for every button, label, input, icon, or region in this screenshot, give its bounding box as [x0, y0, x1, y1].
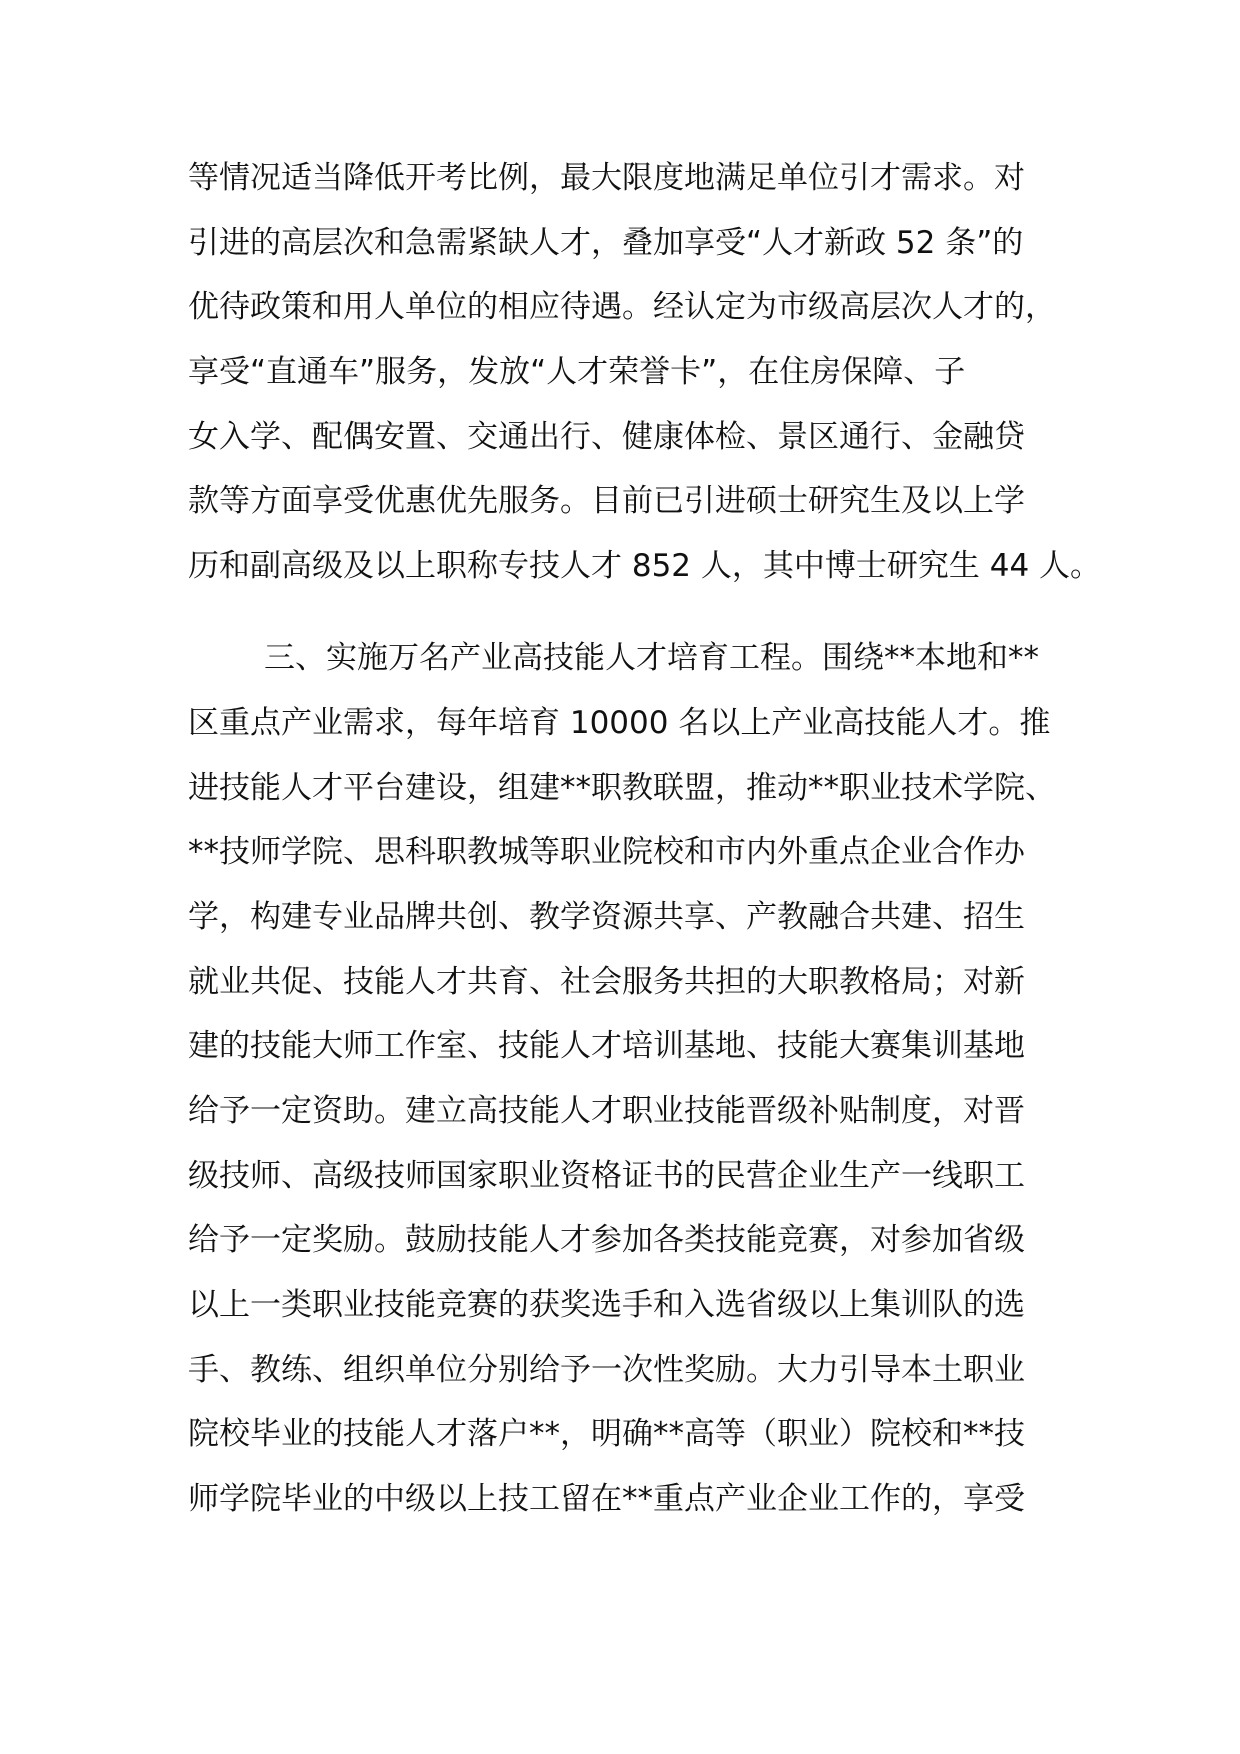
paragraph2-line-10: 给予一定奖励。鼓励技能人才参加各类技能竞赛，对参加省级	[188, 1222, 1025, 1258]
paragraph2-line-9: 级技师、高级技师国家职业资格证书的民营企业生产一线职工	[188, 1158, 1025, 1194]
paragraph2-line-14: 师学院毕业的中级以上技工留在**重点产业企业工作的，享受	[188, 1481, 1025, 1517]
paragraph2-line-6: 就业共促、技能人才共育、社会服务共担的大职教格局；对新	[188, 964, 1025, 1000]
paragraph2-line-8: 给予一定资助。建立高技能人才职业技能晋级补贴制度，对晋	[188, 1093, 1025, 1129]
paragraph2-line-1: 三、实施万名产业高技能人才培育工程。围绕**本地和**	[264, 640, 1039, 676]
paragraph1-line-7: 历和副高级及以上职称专技人才 852 人，其中博士研究生 44 人。	[188, 548, 1102, 584]
paragraph1-line-3: 优待政策和用人单位的相应待遇。经认定为市级高层次人才的，	[188, 289, 1056, 325]
paragraph1-line-4: 享受“直通车”服务，发放“人才荣誉卡”，在住房保障、子	[188, 354, 966, 390]
paragraph2-line-12: 手、教练、组织单位分别给予一次性奖励。大力引导本土职业	[188, 1352, 1025, 1388]
paragraph2-line-11: 以上一类职业技能竞赛的获奖选手和入选省级以上集训队的选	[188, 1287, 1025, 1323]
paragraph2-line-13: 院校毕业的技能人才落户**，明确**高等（职业）院校和**技	[188, 1416, 1025, 1452]
paragraph2-line-2: 区重点产业需求，每年培育 10000 名以上产业高技能人才。推	[188, 705, 1051, 741]
paragraph2-line-4: **技师学院、思科职教城等职业院校和市内外重点企业合作办	[188, 834, 1025, 870]
paragraph1-line-5: 女入学、配偶安置、交通出行、健康体检、景区通行、金融贷	[188, 419, 1025, 455]
paragraph1-line-6: 款等方面享受优惠优先服务。目前已引进硕士研究生及以上学	[188, 483, 1025, 519]
paragraph2-line-5: 学，构建专业品牌共创、教学资源共享、产教融合共建、招生	[188, 899, 1025, 935]
paragraph1-line-1: 等情况适当降低开考比例，最大限度地满足单位引才需求。对	[188, 160, 1025, 196]
paragraph2-line-7: 建的技能大师工作室、技能人才培训基地、技能大赛集训基地	[188, 1028, 1025, 1064]
paragraph2-line-3: 进技能人才平台建设，组建**职教联盟，推动**职业技术学院、	[188, 770, 1056, 806]
paragraph1-line-2: 引进的高层次和急需紧缺人才，叠加享受“人才新政 52 条”的	[188, 225, 1024, 261]
